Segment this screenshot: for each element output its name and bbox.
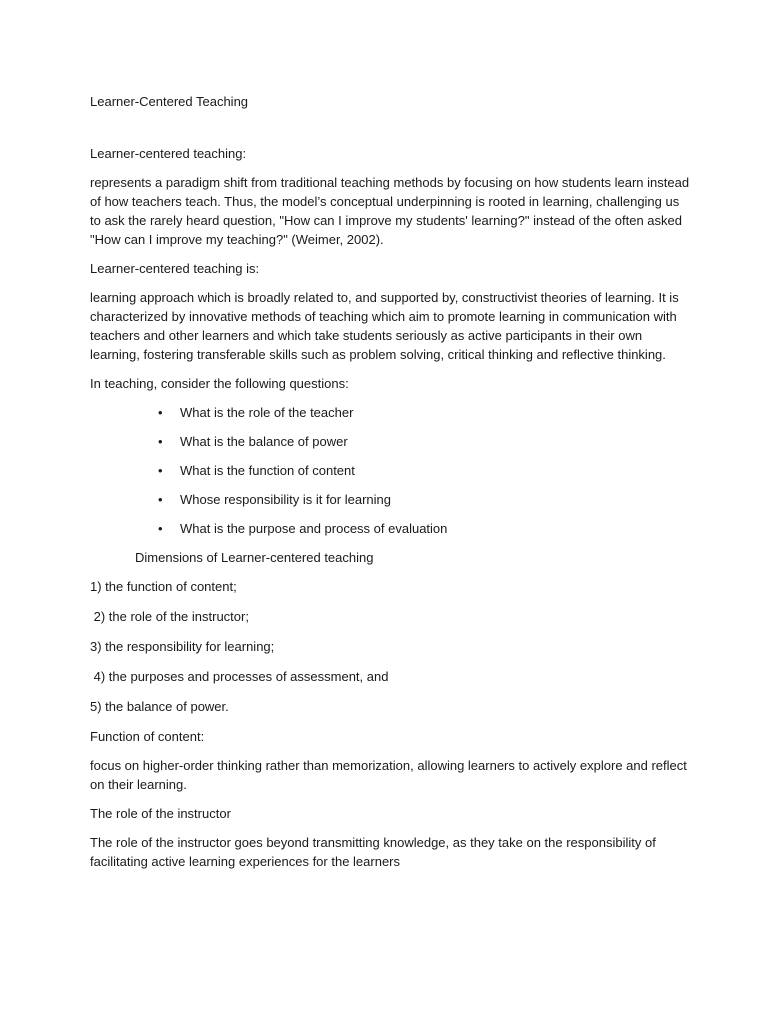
question-text: What is the balance of power bbox=[180, 434, 348, 449]
question-text: What is the purpose and process of evaluation bbox=[180, 521, 448, 536]
bullet-icon: • bbox=[158, 521, 163, 536]
bullet-icon: • bbox=[158, 405, 163, 420]
bullet-icon: • bbox=[158, 463, 163, 478]
heading-learner-centered-teaching: Learner-centered teaching: bbox=[90, 146, 247, 161]
dimension-item: 1) the function of content; bbox=[90, 579, 237, 594]
paragraph-definition: represents a paradigm shift from traditional teaching methods by focusing on how students learn instead of how teachers teach. Thus, the model’s conceptual underpinning is rooted in learning, challenging us to ask the rarely heard question, "How can I improve my students' learning?" instead of the often asked "How can I improve my teaching?" (Weimer, 2002). bbox=[90, 175, 690, 247]
heading-learner-centered-teaching-is: Learner-centered teaching is: bbox=[90, 261, 260, 276]
question-text: What is the function of content bbox=[180, 463, 355, 478]
questions-intro: In teaching, consider the following questions: bbox=[90, 376, 349, 391]
heading-role-of-instructor: The role of the instructor bbox=[90, 806, 231, 821]
dimension-item: 5) the balance of power. bbox=[90, 699, 229, 714]
list-item bbox=[158, 461, 690, 480]
question-text: What is the role of the teacher bbox=[180, 405, 354, 420]
list-item bbox=[158, 403, 690, 422]
dimension-item: 4) the purposes and processes of assessment, and bbox=[90, 669, 389, 684]
dimensions-heading: Dimensions of Learner-centered teaching bbox=[135, 550, 374, 565]
heading-function-of-content: Function of content: bbox=[90, 729, 205, 744]
list-item bbox=[158, 519, 690, 538]
paragraph-approach: learning approach which is broadly related to, and supported by, constructivist theories of learning. It is characterized by innovative methods of teaching which aim to promote learning in communication with teachers and other learners and which take students seriously as active participants in their own learning, fostering transferable skills such as problem solving, critical thinking and reflective thinking. bbox=[90, 290, 679, 362]
dimension-item: 2) the role of the instructor; bbox=[90, 609, 249, 624]
paragraph-function-of-content: focus on higher-order thinking rather than memorization, allowing learners to actively explore and reflect on their learning. bbox=[90, 758, 687, 792]
list-item bbox=[158, 432, 690, 451]
document-title: Learner-Centered Teaching bbox=[90, 94, 249, 109]
document-page bbox=[90, 92, 690, 881]
dimension-item: 3) the responsibility for learning; bbox=[90, 639, 275, 654]
question-text: Whose responsibility is it for learning bbox=[180, 492, 391, 507]
questions-list bbox=[90, 403, 690, 538]
bullet-icon: • bbox=[158, 434, 163, 449]
bullet-icon: • bbox=[158, 492, 163, 507]
list-item bbox=[158, 490, 690, 509]
paragraph-role-of-instructor: The role of the instructor goes beyond transmitting knowledge, as they take on the responsibility of facilitating active learning experiences for the learners bbox=[90, 835, 656, 869]
